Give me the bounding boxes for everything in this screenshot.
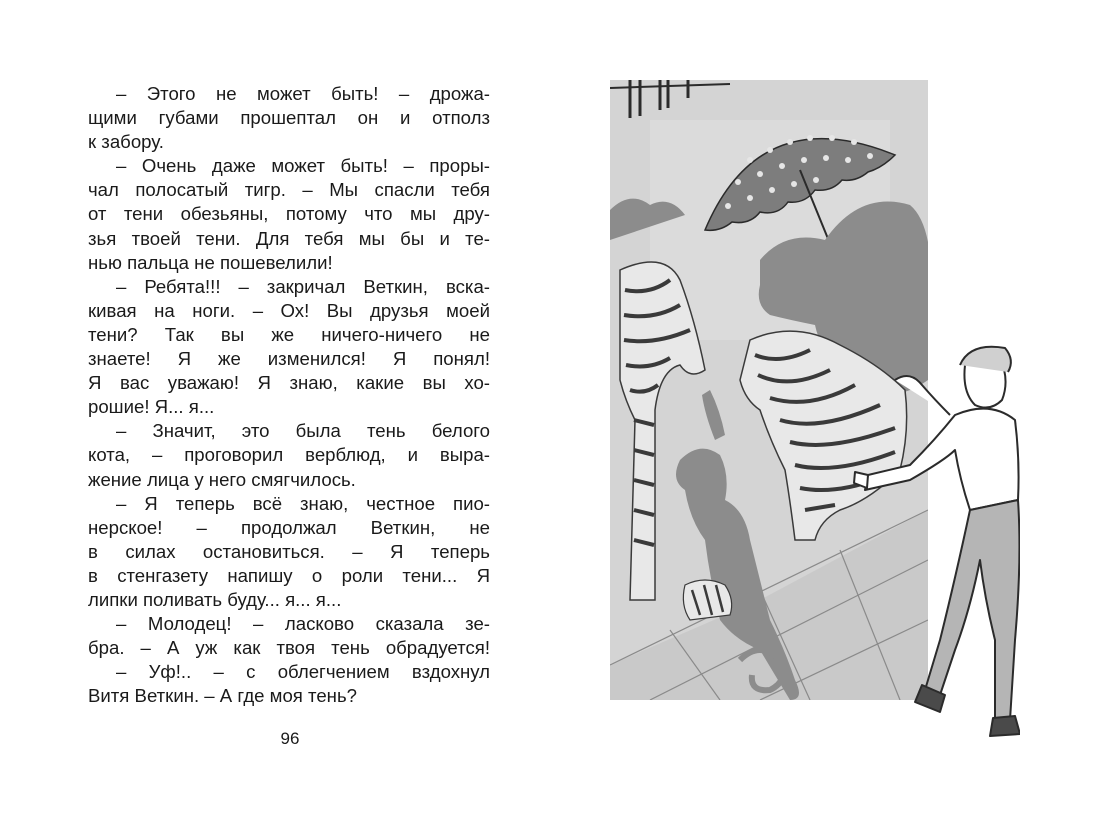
text-line: Я вас уважаю! Я знаю, какие вы хо- xyxy=(88,372,490,394)
text-line: – Молодец! – ласково сказала зе- xyxy=(116,613,490,635)
text-line: кота, – проговорил верблюд, и выра- xyxy=(88,444,490,466)
text-line: – Очень даже может быть! – проры- xyxy=(116,155,490,177)
text-line: жение лица у него смягчилось. xyxy=(88,468,356,490)
text-line: знаете! Я же изменился! Я понял! xyxy=(88,348,490,370)
left-page xyxy=(88,82,490,708)
text-line: липки поливать буду... я... я... xyxy=(88,588,342,610)
text-line: бра. – А уж как твоя тень обрадуется! xyxy=(88,637,490,659)
text-line: – Этого не может быть! – дрожа- xyxy=(116,83,490,104)
page-number: 96 xyxy=(280,729,300,748)
text-line: – Значит, это была тень белого xyxy=(116,420,490,442)
text-line: рошие! Я... я... xyxy=(88,396,215,418)
text-line: от тени обезьяны, потому что мы дру- xyxy=(88,203,490,225)
text-line: тени? Так вы же ничего-ничего не xyxy=(88,323,490,345)
illustration-art xyxy=(610,80,1020,750)
text-line: – Уф!.. – с облегчением вздохнул xyxy=(116,661,490,683)
story-text xyxy=(88,82,490,708)
zebra-cub-shadow xyxy=(683,580,731,620)
illustration xyxy=(610,80,1020,750)
text-line: чал полосатый тигр. – Мы спасли тебя xyxy=(88,179,490,201)
text-line: – Я теперь всё знаю, честное пио- xyxy=(116,492,490,514)
text-line: нерское! – продолжал Веткин, не xyxy=(88,516,490,538)
text-line: нью пальца не пошевелили! xyxy=(88,251,333,273)
text-line: кивая на ноги. – Ох! Вы друзья моей xyxy=(88,299,490,321)
text-line: к забору. xyxy=(88,131,164,153)
text-line: щими губами прошептал он и отполз xyxy=(88,107,490,129)
text-line: в стенгазету напишу о роли тени... Я xyxy=(88,564,490,586)
text-line: – Ребята!!! – закричал Веткин, вска- xyxy=(116,275,490,297)
text-line: зья твоей тени. Для тебя мы бы и те- xyxy=(88,227,490,249)
text-line: в силах остановиться. – Я теперь xyxy=(88,540,490,562)
text-line: Витя Веткин. – А где моя тень? xyxy=(88,685,357,707)
